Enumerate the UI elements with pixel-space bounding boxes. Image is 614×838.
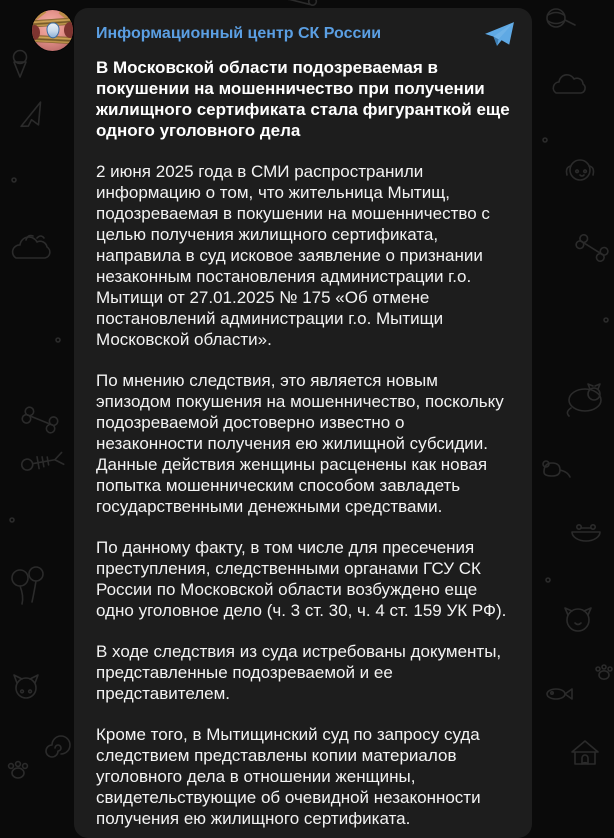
- message-headline: В Московской области подозреваемая в покушении на мошенничество при получении жилищного сертификата стала фигуранткой еще одного уголовного дела: [96, 57, 515, 141]
- channel-avatar[interactable]: [32, 10, 73, 51]
- message-header: [96, 20, 515, 48]
- channel-name[interactable]: Информационный центр СК России: [96, 20, 381, 45]
- telegram-plane-icon[interactable]: [484, 21, 515, 48]
- message-paragraph: По мнению следствия, это является новым эпизодом покушения на мошенничество, поскольку подозреваемой достоверно известно о незаконности получения ею жилищной субсидии. Данные действия женщины расценены как новая попытка мошенническим способом завладеть государственными денежными средствами.: [96, 370, 515, 517]
- avatar-flower-right: [64, 22, 73, 38]
- message-bubble: [74, 8, 532, 838]
- message-paragraph: 2 июня 2025 года в СМИ распространили информацию о том, что жительница Мытищ, подозреваемая в покушении на мошенничество с целью получения жилищного сертификата, направила в суд исковое заявление о признании незаконным постановления администрации г.о. Мытищи от 27.01.2025 № 175 «Об отмене постановлений администрации г.о. Мытищи Московской области».: [96, 161, 515, 350]
- message-paragraph: В ходе следствия из суда истребованы документы, представленные подозреваемой и ее представителем.: [96, 641, 515, 704]
- message-paragraph: Кроме того, в Мытищинский суд по запросу суда следствием представлены копии материалов уголовного дела в отношении женщины, свидетельствующие об очевидной незаконности получения ею жилищного сертификата.: [96, 724, 515, 829]
- message-paragraph: По данному факту, в том числе для пресечения преступления, следственными органами ГСУ СК России по Московской области возбуждено еще одно уголовное дело (ч. 3 ст. 30, ч. 4 ст. 159 УК РФ).: [96, 537, 515, 621]
